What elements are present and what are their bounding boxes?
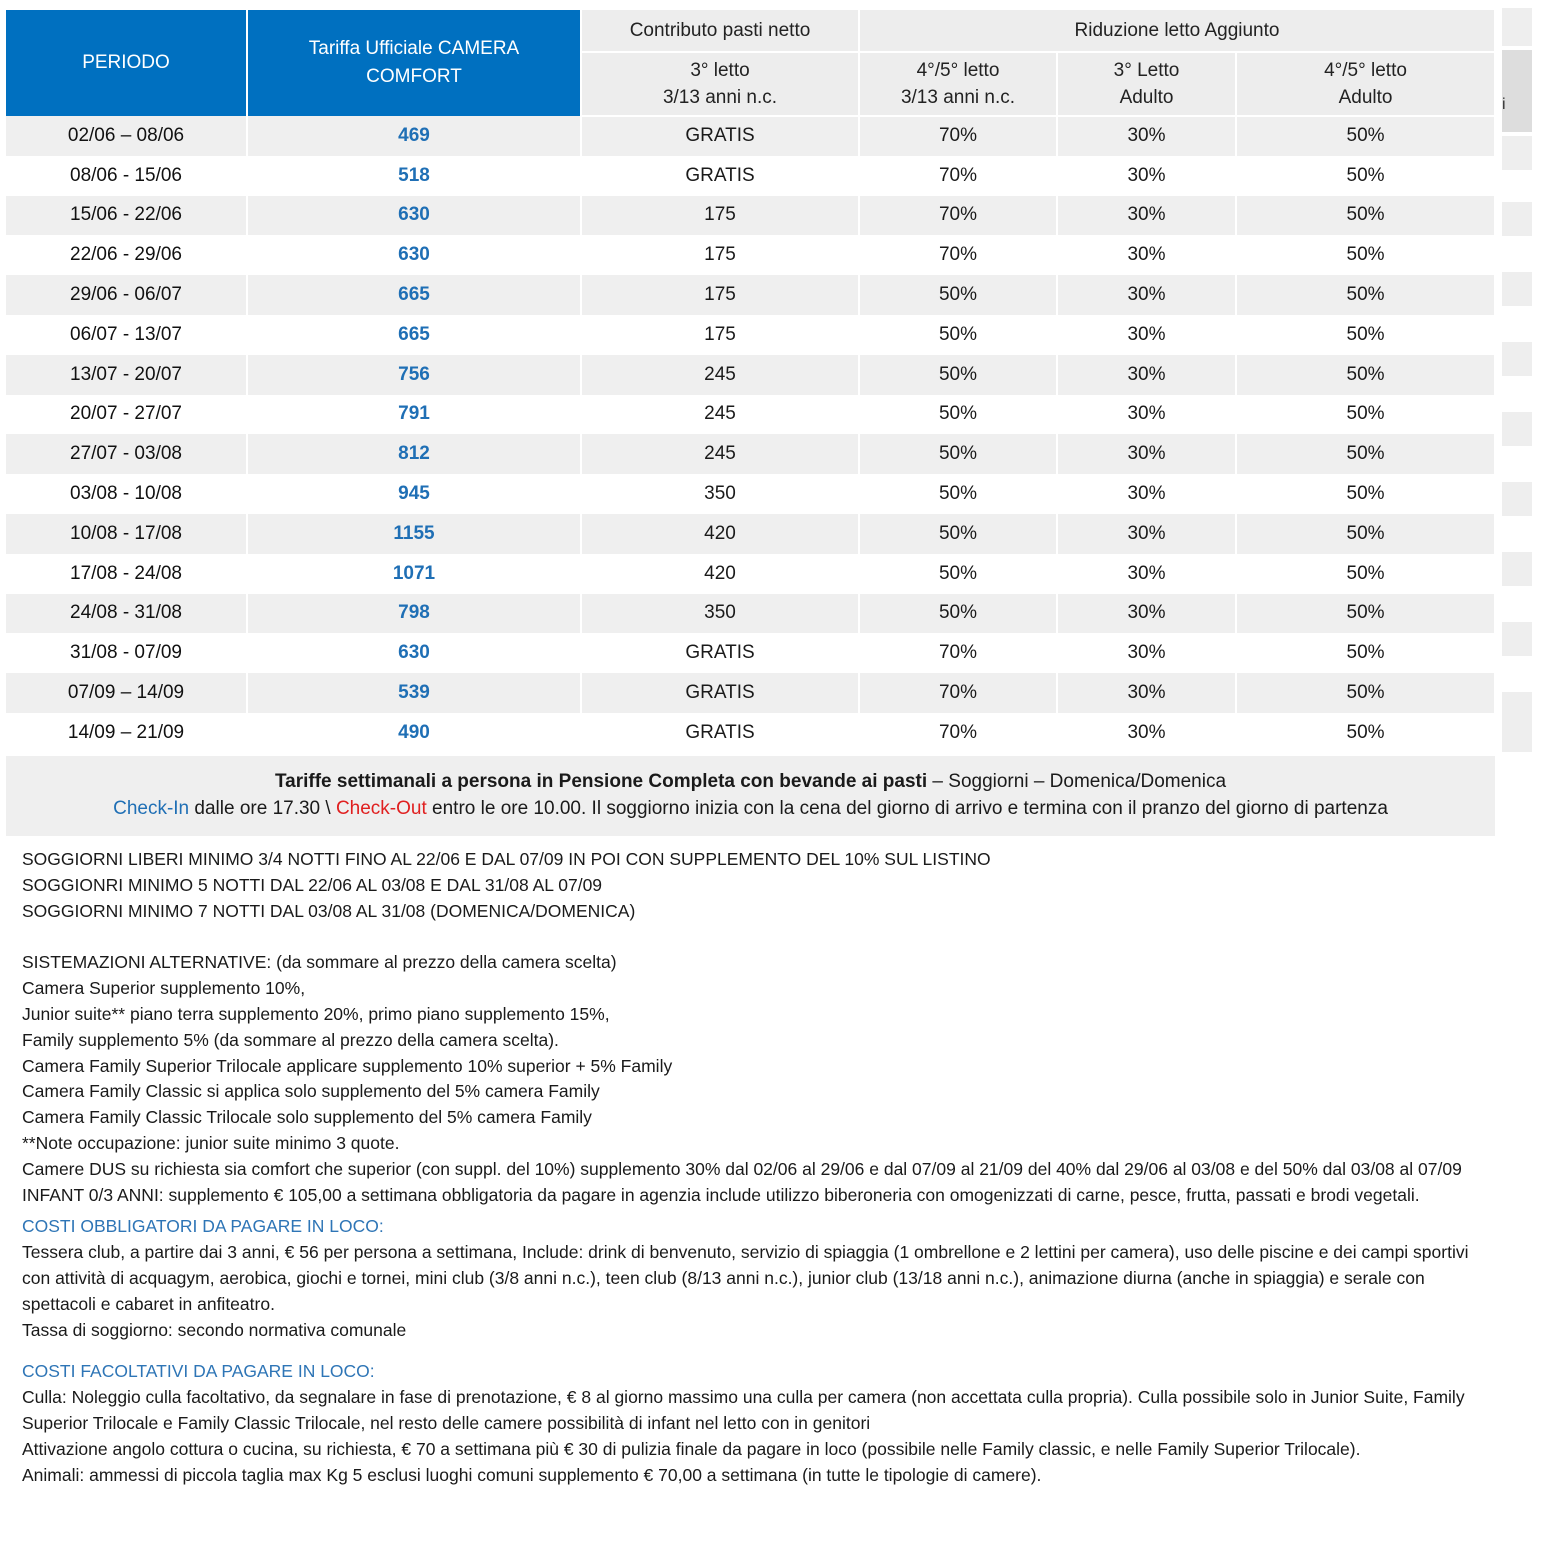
reduction-adult-3-cell: 30%: [1057, 315, 1236, 355]
header-tariffa: Tariffa Ufficiale CAMERA COMFORT: [247, 10, 581, 116]
table-row: [6, 196, 1495, 236]
meal-contribution-cell: 245: [581, 355, 859, 395]
reduction-adult-4-5-cell: 50%: [1236, 116, 1495, 156]
period-cell: 02/06 – 08/06: [6, 116, 247, 156]
note-line: Attivazione angolo cottura o cucina, su richiesta, € 70 a settimana più € 30 di pulizia finale da pagare in loco (possibile nelle Family classic, e nelle Family Superior Trilocale).: [22, 1438, 1361, 1459]
strip-cell: [1502, 8, 1532, 46]
price-cell: 791: [247, 395, 581, 435]
note-line: SOGGIORNI LIBERI MINIMO 3/4 NOTTI FINO AL 22/06 E DAL 07/09 IN POI CON SUPPLEMENTO DEL 10% SUL LISTINO: [22, 849, 991, 869]
reduction-child-4-5-cell: 50%: [859, 395, 1057, 435]
meal-contribution-cell: 175: [581, 275, 859, 315]
reduction-adult-4-5-cell: 50%: [1236, 156, 1495, 196]
reduction-child-4-5-cell: 50%: [859, 275, 1057, 315]
table-row: [6, 434, 1495, 474]
price-cell: 630: [247, 633, 581, 673]
table-row: [6, 395, 1495, 435]
pricing-footer: [6, 756, 1495, 836]
reduction-adult-4-5-cell: 50%: [1236, 594, 1495, 634]
reduction-child-4-5-cell: 50%: [859, 315, 1057, 355]
reduction-adult-4-5-cell: 50%: [1236, 434, 1495, 474]
footer-normal-text: – Soggiorni – Domenica/Domenica: [927, 771, 1227, 792]
note-line: Camera Family Superior Trilocale applicare supplemento 10% superior + 5% Family: [22, 1055, 673, 1076]
reduction-adult-3-cell: 30%: [1057, 673, 1236, 713]
reduction-adult-3-cell: 30%: [1057, 395, 1236, 435]
strip-cell: [1502, 482, 1532, 516]
reduction-child-4-5-cell: 50%: [859, 514, 1057, 554]
meal-contribution-cell: 420: [581, 554, 859, 594]
reduction-child-4-5-cell: 50%: [859, 474, 1057, 514]
period-cell: 14/09 – 21/09: [6, 713, 247, 753]
price-cell: 469: [247, 116, 581, 156]
rates-table: [6, 10, 1496, 753]
reduction-child-4-5-cell: 50%: [859, 434, 1057, 474]
strip-cell: [1502, 136, 1532, 170]
table-row: [6, 713, 1495, 753]
price-cell: 665: [247, 315, 581, 355]
header-periodo: PERIODO: [6, 10, 247, 116]
header-col3: [581, 52, 859, 116]
checkin-label: Check-In: [113, 798, 190, 819]
mandatory-costs-block: [22, 1240, 1492, 1343]
header-col3-line1: 3° letto: [690, 60, 750, 81]
header-col3-line2: 3/13 anni n.c.: [662, 87, 778, 108]
optional-costs-title: COSTI FACOLTATIVI DA PAGARE IN LOCO:: [22, 1361, 375, 1382]
reduction-adult-4-5-cell: 50%: [1236, 633, 1495, 673]
reduction-adult-4-5-cell: 50%: [1236, 474, 1495, 514]
right-edge-strip: [1502, 8, 1532, 756]
meal-contribution-cell: 175: [581, 235, 859, 275]
mandatory-costs-title: COSTI OBBLIGATORI DA PAGARE IN LOCO:: [22, 1216, 384, 1237]
table-row: [6, 235, 1495, 275]
footer-line1: [6, 768, 1495, 795]
strip-cell: [1502, 272, 1532, 306]
note-line: INFANT 0/3 ANNI: supplemento € 105,00 a settimana obbligatoria da pagare in agenzia include utilizzo biberoneria con omogenizzati di carne, pesce, frutta, passati e brodi vegetali.: [22, 1184, 1420, 1205]
reduction-adult-3-cell: 30%: [1057, 196, 1236, 236]
note-line: Family supplemento 5% (da sommare al prezzo della camera scelta).: [22, 1029, 559, 1050]
reduction-adult-3-cell: 30%: [1057, 474, 1236, 514]
footer-line2: [6, 795, 1495, 822]
meal-contribution-cell: 420: [581, 514, 859, 554]
optional-costs-block: [22, 1385, 1492, 1488]
reduction-child-4-5-cell: 70%: [859, 116, 1057, 156]
reduction-adult-3-cell: 30%: [1057, 355, 1236, 395]
period-cell: 13/07 - 20/07: [6, 355, 247, 395]
period-cell: 20/07 - 27/07: [6, 395, 247, 435]
header-col6-line1: 4°/5° letto: [1324, 60, 1407, 81]
alternative-rooms-block: [22, 950, 1492, 1208]
reduction-child-4-5-cell: 70%: [859, 196, 1057, 236]
reduction-adult-4-5-cell: 50%: [1236, 554, 1495, 594]
price-cell: 630: [247, 196, 581, 236]
reduction-child-4-5-cell: 50%: [859, 355, 1057, 395]
meal-contribution-cell: 245: [581, 395, 859, 435]
meal-contribution-cell: GRATIS: [581, 673, 859, 713]
strip-cell: [1502, 622, 1532, 656]
period-cell: 31/08 - 07/09: [6, 633, 247, 673]
price-cell: 518: [247, 156, 581, 196]
meal-contribution-cell: GRATIS: [581, 156, 859, 196]
note-line: SISTEMAZIONI ALTERNATIVE: (da sommare al prezzo della camera scelta): [22, 952, 617, 973]
period-cell: 27/07 - 03/08: [6, 434, 247, 474]
header-col6: [1236, 52, 1495, 116]
reduction-adult-4-5-cell: 50%: [1236, 395, 1495, 435]
reduction-child-4-5-cell: 50%: [859, 594, 1057, 634]
price-cell: 756: [247, 355, 581, 395]
period-cell: 06/07 - 13/07: [6, 315, 247, 355]
strip-cell: [1502, 412, 1532, 446]
meal-contribution-cell: 175: [581, 196, 859, 236]
reduction-child-4-5-cell: 70%: [859, 673, 1057, 713]
meal-contribution-cell: GRATIS: [581, 116, 859, 156]
table-row: [6, 156, 1495, 196]
price-cell: 798: [247, 594, 581, 634]
price-cell: 490: [247, 713, 581, 753]
period-cell: 07/09 – 14/09: [6, 673, 247, 713]
reduction-child-4-5-cell: 70%: [859, 633, 1057, 673]
reduction-adult-4-5-cell: 50%: [1236, 514, 1495, 554]
header-col4: [859, 52, 1057, 116]
header-riduzione: Riduzione letto Aggiunto: [859, 10, 1495, 52]
note-line: Junior suite** piano terra supplemento 20%, primo piano supplemento 15%,: [22, 1003, 610, 1024]
header-col5: [1057, 52, 1236, 116]
reduction-adult-3-cell: 30%: [1057, 275, 1236, 315]
meal-contribution-cell: GRATIS: [581, 633, 859, 673]
reduction-adult-4-5-cell: 50%: [1236, 673, 1495, 713]
checkin-text: dalle ore 17.30 \: [189, 798, 336, 819]
meal-contribution-cell: 350: [581, 474, 859, 514]
reduction-adult-4-5-cell: 50%: [1236, 713, 1495, 753]
period-cell: 17/08 - 24/08: [6, 554, 247, 594]
reduction-adult-3-cell: 30%: [1057, 594, 1236, 634]
header-contributo: Contributo pasti netto: [581, 10, 859, 52]
table-row: [6, 355, 1495, 395]
note-line: Tassa di soggiorno: secondo normativa comunale: [22, 1319, 407, 1340]
reduction-adult-3-cell: 30%: [1057, 554, 1236, 594]
note-line: Camere DUS su richiesta sia comfort che superior (con suppl. del 10%) supplemento 30% dal 02/06 al 29/06 e dal 07/09 al 21/09 del 40% dal 29/06 al 03/08 e del 50% dal 03/08 al 07/09: [22, 1158, 1462, 1179]
table-row: [6, 514, 1495, 554]
price-cell: 812: [247, 434, 581, 474]
reduction-child-4-5-cell: 70%: [859, 713, 1057, 753]
minimum-stay-block: [22, 847, 1492, 924]
note-line: Culla: Noleggio culla facoltativo, da segnalare in fase di prenotazione, € 8 al giorno massimo una culla per camera (non accettata culla propria). Culla possibile solo in Junior Suite, Family Superior Trilocale e Family Classic Trilocale, nel resto delle camere possibilità di infant nel letto con in genitori: [22, 1387, 1465, 1433]
strip-cell: [1502, 692, 1532, 752]
reduction-adult-3-cell: 30%: [1057, 514, 1236, 554]
meal-contribution-cell: GRATIS: [581, 713, 859, 753]
reduction-adult-4-5-cell: 50%: [1236, 275, 1495, 315]
notes-section: [22, 847, 1492, 1488]
note-line: Animali: ammessi di piccola taglia max Kg 5 esclusi luoghi comuni supplemento € 70,00 a settimana (in tutte le tipologie di camere).: [22, 1464, 1042, 1485]
header-col5-line1: 3° Letto: [1113, 60, 1180, 81]
note-line: SOGGIORNI MINIMO 7 NOTTI DAL 03/08 AL 31/08 (DOMENICA/DOMENICA): [22, 900, 636, 921]
table-row: [6, 554, 1495, 594]
note-line: Camera Superior supplemento 10%,: [22, 978, 306, 999]
table-row: [6, 594, 1495, 634]
meal-contribution-cell: 350: [581, 594, 859, 634]
price-cell: 1071: [247, 554, 581, 594]
reduction-adult-3-cell: 30%: [1057, 156, 1236, 196]
table-row: [6, 116, 1495, 156]
reduction-adult-3-cell: 30%: [1057, 713, 1236, 753]
reduction-adult-3-cell: 30%: [1057, 633, 1236, 673]
footer-bold-text: Tariffe settimanali a persona in Pensione Completa con bevande ai pasti: [274, 771, 928, 792]
reduction-adult-4-5-cell: 50%: [1236, 196, 1495, 236]
reduction-adult-3-cell: 30%: [1057, 434, 1236, 474]
strip-cell: [1502, 552, 1532, 586]
period-cell: 08/06 - 15/06: [6, 156, 247, 196]
note-line: **Note occupazione: junior suite minimo 3 quote.: [22, 1132, 400, 1153]
note-line: SOGGIONRI MINIMO 5 NOTTI DAL 22/06 AL 03/08 E DAL 31/08 AL 07/09: [22, 874, 603, 895]
period-cell: 03/08 - 10/08: [6, 474, 247, 514]
reduction-child-4-5-cell: 70%: [859, 235, 1057, 275]
header-col5-line2: Adulto: [1119, 87, 1174, 108]
table-row: [6, 633, 1495, 673]
period-cell: 22/06 - 29/06: [6, 235, 247, 275]
reduction-adult-3-cell: 30%: [1057, 116, 1236, 156]
header-col6-line2: Adulto: [1338, 87, 1393, 108]
header-col4-line2: 3/13 anni n.c.: [900, 87, 1016, 108]
table-row: [6, 275, 1495, 315]
note-line: Camera Family Classic Trilocale solo supplemento del 5% camera Family: [22, 1107, 592, 1128]
reduction-child-4-5-cell: 70%: [859, 156, 1057, 196]
price-cell: 1155: [247, 514, 581, 554]
strip-cell: [1502, 342, 1532, 376]
table-row: [6, 474, 1495, 514]
meal-contribution-cell: 175: [581, 315, 859, 355]
strip-cell: [1502, 202, 1532, 236]
period-cell: 24/08 - 31/08: [6, 594, 247, 634]
strip-glyph: i: [1502, 96, 1506, 113]
reduction-adult-4-5-cell: 50%: [1236, 235, 1495, 275]
reduction-adult-4-5-cell: 50%: [1236, 315, 1495, 355]
note-line: Camera Family Classic si applica solo supplemento del 5% camera Family: [22, 1081, 600, 1102]
price-cell: 539: [247, 673, 581, 713]
reduction-adult-4-5-cell: 50%: [1236, 355, 1495, 395]
table-row: [6, 673, 1495, 713]
meal-contribution-cell: 245: [581, 434, 859, 474]
period-cell: 15/06 - 22/06: [6, 196, 247, 236]
reduction-child-4-5-cell: 50%: [859, 554, 1057, 594]
reduction-adult-3-cell: 30%: [1057, 235, 1236, 275]
price-cell: 665: [247, 275, 581, 315]
table-row: [6, 315, 1495, 355]
strip-cell: [1502, 50, 1532, 132]
price-cell: 630: [247, 235, 581, 275]
checkout-label: Check-Out: [335, 798, 427, 819]
period-cell: 10/08 - 17/08: [6, 514, 247, 554]
checkout-text: entro le ore 10.00. Il soggiorno inizia con la cena del giorno di arrivo e termina con il pranzo del giorno di partenza: [426, 798, 1388, 819]
period-cell: 29/06 - 06/07: [6, 275, 247, 315]
header-col4-line1: 4°/5° letto: [916, 60, 1000, 81]
note-line: Tessera club, a partire dai 3 anni, € 56 per persona a settimana, Include: drink di benvenuto, servizio di spiaggia (1 ombrellone e 2 lettini per camera), uso delle piscine e dei campi sportivi con attività di acquagym, aerobica, giochi e tornei, mini club (3/8 anni n.c.), teen club (8/13 anni n.c.), junior club (13/18 anni n.c.), animazione diurna (anche in spiaggia) e serale con spettacoli e cabaret in anfiteatro.: [22, 1242, 1469, 1314]
price-cell: 945: [247, 474, 581, 514]
